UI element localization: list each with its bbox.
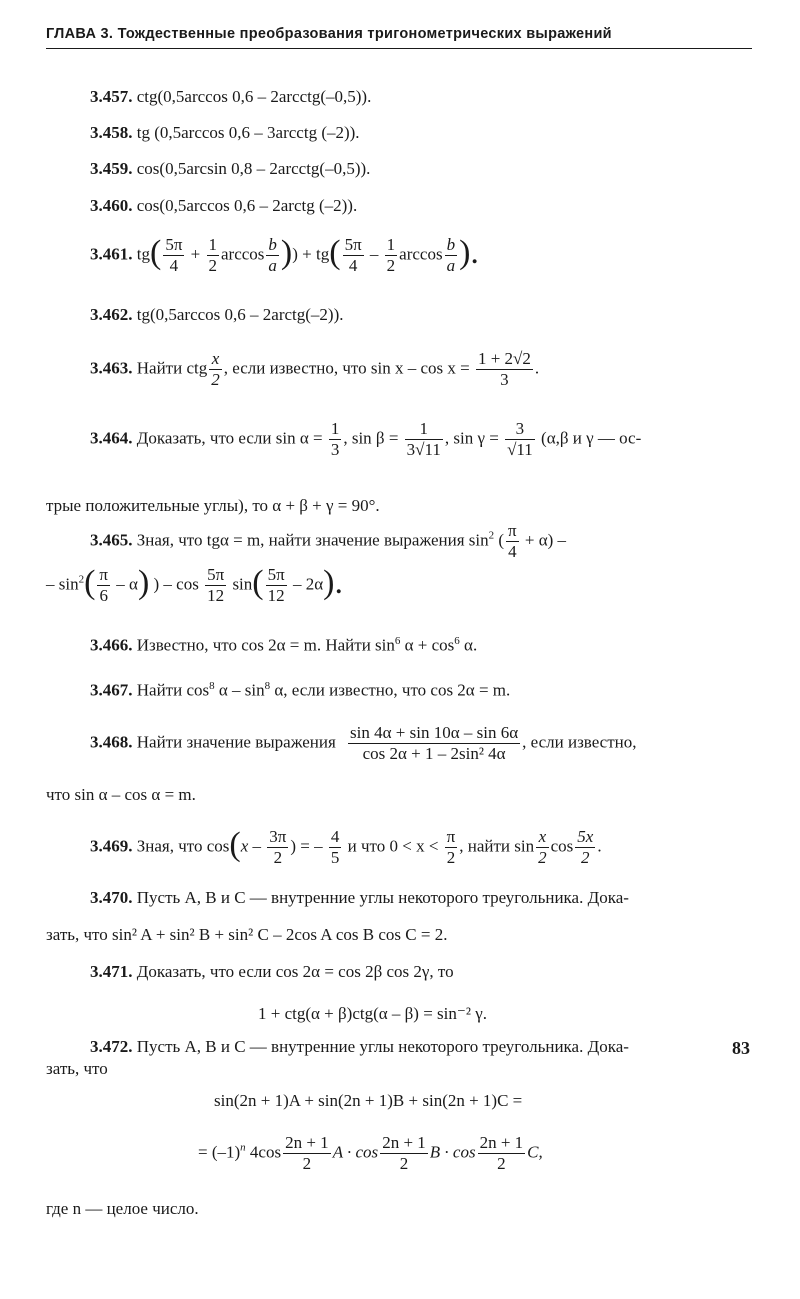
numerator: 1 [386, 235, 396, 254]
numerator: 5x [577, 827, 594, 846]
problem-text: = (–1) [198, 1142, 241, 1162]
denominator: cos 2α + 1 – 2sin² 4α [362, 743, 506, 763]
problem-3-467 [90, 681, 510, 699]
problem-number: 3.470. [90, 888, 133, 907]
problem-text: – sin [46, 574, 79, 594]
paren-open: ( [149, 234, 162, 272]
denominator: 2 [208, 255, 217, 275]
problem-3-469 [90, 828, 602, 867]
problem-number: 3.462. [90, 305, 133, 324]
problem-text: 4cos [249, 1142, 282, 1162]
problem-text: α. [464, 635, 478, 655]
problem-text: Доказать, что если sin α = [136, 428, 323, 448]
problem-text: (α,β и γ — ос- [541, 428, 642, 448]
exponent: 8 [209, 680, 215, 692]
problem-text: – α [116, 574, 138, 594]
problem-text: sin [232, 574, 253, 594]
numerator: 5π [267, 565, 285, 584]
fraction [445, 236, 458, 275]
problem-3-465: 3.465. Зная, что tgα = m, найти значение выражения $\sin^2$ ( $\frac{\pi}{4}$ + α) – [90, 521, 567, 561]
denominator: 2 [581, 847, 590, 867]
denominator: 3√11 [406, 439, 441, 459]
problem-number: 3.466. [90, 635, 133, 655]
fraction [478, 1134, 526, 1173]
problem-3-472 [90, 1038, 629, 1055]
denominator: 2 [302, 1153, 312, 1173]
problem-number: 3.463. [90, 358, 133, 378]
problem-3-472-ending: где n — целое число. [46, 1199, 199, 1218]
numerator: 2n + 1 [479, 1133, 524, 1152]
numerator: 5π [165, 235, 183, 254]
period: . [534, 358, 540, 378]
problem-3-464 [90, 420, 641, 459]
denominator: 2 [399, 1153, 409, 1173]
problem-expression: cos(0,5arccos 0,6 – 2arctg (–2)). [136, 196, 358, 215]
numerator: 1 [208, 235, 217, 254]
problem-number: 3.468. [90, 732, 133, 752]
denominator: 2 [446, 847, 456, 867]
fraction [505, 420, 535, 459]
arccos-func: arccos [399, 244, 443, 264]
problem-number: 3.465. [90, 530, 133, 550]
fraction [329, 828, 342, 867]
problem-3-465-continuation [46, 566, 343, 605]
problem-3-470-continuation: зать, что sin² A + sin² B + sin² C – 2cos A cos B cos C = 2. [46, 925, 448, 944]
fraction [163, 236, 184, 275]
problem-number: 3.460. [90, 196, 133, 215]
fraction [209, 350, 222, 389]
problem-text: Найти ctg [136, 358, 208, 378]
exponent: 2 [78, 573, 85, 586]
problem-text: , если известно, [522, 732, 637, 752]
problem-text: Найти значение выражения [136, 732, 336, 752]
fraction [476, 350, 533, 389]
problem-number: 3.461. [90, 244, 133, 264]
problem-text: , sin β = [343, 428, 399, 448]
denominator: a [268, 255, 277, 275]
problem-3-471-formula: 1 + ctg(α + β)ctg(α – β) = sin⁻² γ. [258, 1004, 487, 1023]
problem-3-464-continuation: трые положительные углы), то α + β + γ = 90°. [46, 496, 380, 515]
paren-close: ). [323, 564, 343, 602]
numerator: 5π [344, 235, 362, 254]
denominator: 4 [169, 255, 179, 275]
problem-3-471 [90, 963, 454, 980]
numerator: 1 [330, 419, 340, 438]
fraction [266, 566, 287, 605]
paren-close: ) [280, 234, 293, 272]
problem-number: 3.467. [90, 680, 133, 700]
numerator: 1 [405, 420, 443, 440]
denominator: 2 [538, 847, 547, 867]
problem-text: и что 0 < x < [347, 836, 439, 856]
fraction [385, 236, 398, 275]
problem-number: 3.457. [90, 87, 133, 106]
denominator: 12 [267, 585, 285, 605]
problem-number: 3.472. [90, 1037, 133, 1056]
problem-number: 3.471. [90, 962, 133, 981]
problem-text: α, если известно, что cos 2α = m. [274, 680, 511, 700]
problem-expression: cos(0,5arcsin 0,8 – 2arcctg(–0,5)). [136, 159, 371, 178]
problem-text: ) – cos [153, 574, 199, 594]
problem-number: 3.469. [90, 836, 133, 856]
problem-text: Зная, что tgα = m, найти значение выражения sin [136, 530, 489, 550]
fraction [380, 1134, 428, 1173]
numerator: 3 [505, 420, 535, 440]
denominator: 2 [386, 255, 396, 275]
denominator: 6 [99, 585, 108, 605]
problem-text: α – sin [218, 680, 265, 700]
problem-number: 3.459. [90, 159, 133, 178]
exponent: 8 [264, 680, 271, 692]
exponent: 2 [488, 529, 495, 542]
fraction [207, 236, 220, 275]
numerator: x [536, 828, 549, 848]
fraction [283, 1134, 331, 1173]
numerator: π [446, 827, 456, 846]
tg-func: tg [136, 244, 150, 264]
problem-number: 3.458. [90, 123, 133, 142]
problem-3-466 [90, 636, 477, 654]
problem-text: Зная, что cos [136, 836, 230, 856]
exponent: 6 [394, 635, 401, 647]
fraction [267, 828, 288, 867]
problem-text: ) = – [290, 836, 323, 856]
fraction [405, 420, 443, 459]
problem-3-463 [90, 350, 539, 389]
paren-open: ( [229, 826, 241, 864]
problem-text: Доказать, что если cos 2α = cos 2β cos 2γ, то [136, 962, 454, 981]
tg-func: ) + tg [292, 244, 330, 264]
problem-text: Известно, что cos 2α = m. Найти sin [136, 635, 395, 655]
period: . [597, 836, 602, 856]
problem-text: , sin γ = [444, 428, 499, 448]
fraction [205, 566, 226, 605]
paren-close: ) [137, 564, 150, 602]
paren-close: ). [459, 234, 479, 272]
problem-text: – 2α [292, 574, 324, 594]
denominator: 3 [500, 369, 509, 389]
fraction [536, 828, 549, 867]
denominator: 3 [330, 439, 340, 459]
numerator: π [508, 521, 517, 540]
problem-3-461 [90, 236, 479, 275]
arccos-func: arccos [221, 244, 265, 264]
denominator: √11 [507, 439, 533, 459]
problem-3-457 [90, 88, 371, 105]
numerator: 2n + 1 [382, 1133, 426, 1152]
denominator: 2 [273, 847, 283, 867]
problem-number: 3.464. [90, 428, 133, 448]
running-header: ГЛАВА 3. Тождественные преобразования тригонометрических выражений [46, 26, 752, 49]
problem-text: , найти sin [459, 836, 535, 856]
problem-3-470 [90, 889, 629, 906]
denominator: 4 [508, 541, 517, 561]
denominator: 4 [348, 255, 358, 275]
numerator: π [99, 565, 109, 584]
problem-3-462 [90, 306, 344, 323]
denominator: 5 [330, 847, 340, 867]
numerator: 4 [330, 827, 340, 846]
problem-text: Найти cos [136, 680, 210, 700]
problem-expression: tg(0,5arccos 0,6 – 2arctg(–2)). [136, 305, 344, 324]
fraction [329, 420, 342, 459]
problem-text: Пусть A, B и C — внутренние углы некоторого треугольника. Дока- [136, 1037, 629, 1056]
problem-3-458 [90, 124, 360, 141]
fraction [506, 522, 519, 561]
denominator: 2 [497, 1153, 506, 1173]
problem-text: + α) – [524, 530, 567, 550]
problem-expression: tg (0,5arccos 0,6 – 3arcctg (–2)). [136, 123, 360, 142]
problem-expression: ctg(0,5arccos 0,6 – 2arcctg(–0,5)). [136, 87, 372, 106]
exponent: n [240, 1141, 246, 1154]
problem-text: Пусть A, B и C — внутренние углы некоторого треугольника. Дока- [136, 888, 629, 907]
fraction [343, 236, 364, 275]
minus-sign: – [369, 244, 379, 264]
problem-text: B · cos [429, 1142, 476, 1162]
numerator: 3π [269, 827, 287, 846]
problem-3-472-continuation: зать, что [46, 1059, 108, 1078]
numerator: sin 4α + sin 10α – sin 6α [350, 723, 519, 742]
problem-3-472-formula-2 [198, 1134, 543, 1173]
problem-3-468-continuation: что sin α – cos α = m. [46, 785, 196, 804]
denominator: 2 [211, 369, 220, 389]
numerator: b [268, 235, 277, 254]
paren-open: ( [252, 564, 264, 602]
numerator: b [446, 235, 456, 254]
problem-3-472-formula-1: sin(2n + 1)A + sin(2n + 1)B + sin(2n + 1)C = [214, 1091, 523, 1110]
problem-text: x – [240, 836, 262, 856]
problem-text: A · cos [332, 1142, 379, 1162]
plus-sign: + [190, 244, 201, 264]
problem-text: C, [527, 1142, 543, 1162]
problem-text: cos [550, 836, 574, 856]
numerator: 5π [207, 565, 225, 584]
problem-text: α + cos [404, 635, 455, 655]
problem-3-468 [90, 724, 637, 763]
fraction [266, 236, 279, 275]
problem-3-459 [90, 160, 370, 177]
numerator: 2n + 1 [285, 1133, 329, 1152]
exponent: 6 [454, 635, 460, 647]
paren-open: ( [329, 234, 341, 272]
fraction [575, 828, 595, 867]
numerator: 1 + 2√2 [477, 349, 531, 368]
fraction [348, 724, 520, 763]
fraction [445, 828, 458, 867]
fraction [97, 566, 110, 605]
numerator: x [209, 350, 222, 370]
denominator: a [446, 255, 456, 275]
paren-open: ( [84, 564, 96, 602]
problem-text: , если известно, что sin x – cos x = [223, 358, 470, 378]
problem-3-460 [90, 197, 357, 214]
denominator: 12 [207, 585, 225, 605]
page-number: 83 [732, 1038, 750, 1058]
